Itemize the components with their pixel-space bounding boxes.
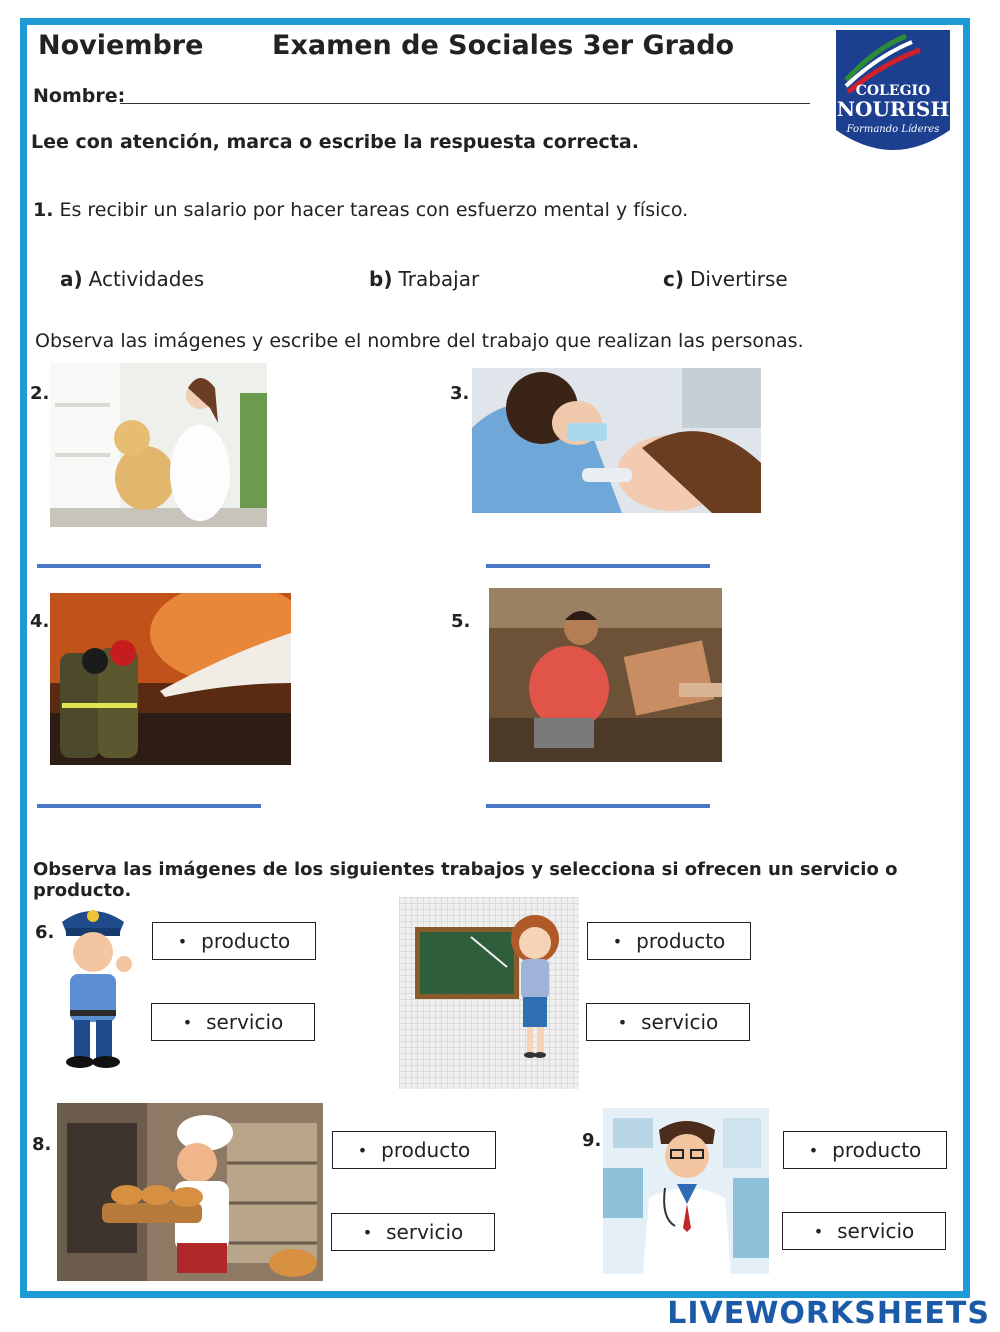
option-b-text: Trabajar <box>398 267 480 291</box>
liveworksheets-logo: LIVEWORKSHEETS <box>667 1296 990 1331</box>
bullet: • <box>813 1221 824 1241</box>
school-logo <box>836 30 950 156</box>
baker-illustration <box>57 1103 323 1281</box>
answer-line-5[interactable] <box>486 804 710 808</box>
bullet: • <box>808 1140 819 1160</box>
question-8-number: 8. <box>32 1134 52 1155</box>
option-a-text: Actividades <box>88 267 205 291</box>
question-1-text: Es recibir un salario por hacer tareas con esfuerzo mental y físico. <box>59 199 689 221</box>
question-4-number: 4. <box>30 611 50 632</box>
observe-instruction: Observa las imágenes y escribe el nombre del trabajo que realizan las personas. <box>35 330 804 352</box>
option-c-text: Divertirse <box>690 267 788 291</box>
q7-service-option[interactable] <box>586 1003 750 1041</box>
bullet: • <box>182 1012 193 1032</box>
question-1-number: 1. <box>33 199 54 221</box>
q9-service-label: servicio <box>837 1219 915 1243</box>
q9-product-label: producto <box>832 1138 922 1162</box>
option-a[interactable] <box>60 267 204 291</box>
logo-line2: NOURISH <box>836 97 950 121</box>
q7-product-option[interactable] <box>587 922 751 960</box>
option-b[interactable] <box>369 267 479 291</box>
veterinarian-photo <box>50 363 267 527</box>
bullet: • <box>177 931 188 951</box>
question-5-number: 5. <box>451 611 471 632</box>
question-1 <box>33 199 688 221</box>
instructions: Lee con atención, marca o escribe la respuesta correcta. <box>31 131 639 153</box>
q6-product-option[interactable] <box>152 922 316 960</box>
answer-line-2[interactable] <box>37 564 261 568</box>
logo-line3: Formando Líderes <box>846 124 940 135</box>
answer-line-3[interactable] <box>486 564 710 568</box>
bullet: • <box>362 1222 373 1242</box>
option-c[interactable] <box>663 267 788 291</box>
firefighters-photo <box>50 593 291 765</box>
answer-line-4[interactable] <box>37 804 261 808</box>
option-a-letter: a) <box>60 267 83 291</box>
q9-service-option[interactable] <box>782 1212 946 1250</box>
bullet: • <box>617 1012 628 1032</box>
exam-title: Examen de Sociales 3er Grado <box>272 30 735 61</box>
teacher-illustration <box>399 897 579 1089</box>
name-label: Nombre: <box>33 85 126 107</box>
question-6-number: 6. <box>35 922 55 943</box>
police-officer-illustration <box>52 902 134 1070</box>
q8-product-option[interactable] <box>332 1131 496 1169</box>
name-input-line[interactable] <box>120 103 810 104</box>
dentist-photo <box>472 368 761 513</box>
doctor-illustration <box>603 1108 769 1274</box>
option-b-letter: b) <box>369 267 393 291</box>
question-3-number: 3. <box>450 383 470 404</box>
carpenter-photo <box>489 588 722 762</box>
section-2-instruction: Observa las imágenes de los siguientes trabajos y selecciona si ofrecen un servicio o producto. <box>33 859 898 901</box>
month-heading: Noviembre <box>38 30 204 61</box>
q8-service-label: servicio <box>386 1220 464 1244</box>
bullet: • <box>612 931 623 951</box>
option-c-letter: c) <box>663 267 684 291</box>
q7-service-label: servicio <box>641 1010 719 1034</box>
q7-product-label: producto <box>636 929 726 953</box>
question-9-number: 9. <box>582 1130 602 1151</box>
q8-service-option[interactable] <box>331 1213 495 1251</box>
q8-product-label: producto <box>381 1138 471 1162</box>
q6-product-label: producto <box>201 929 291 953</box>
question-2-number: 2. <box>30 383 50 404</box>
logo-line1: COLEGIO <box>855 83 931 99</box>
q6-service-label: servicio <box>206 1010 284 1034</box>
q6-service-option[interactable] <box>151 1003 315 1041</box>
bullet: • <box>357 1140 368 1160</box>
q9-product-option[interactable] <box>783 1131 947 1169</box>
